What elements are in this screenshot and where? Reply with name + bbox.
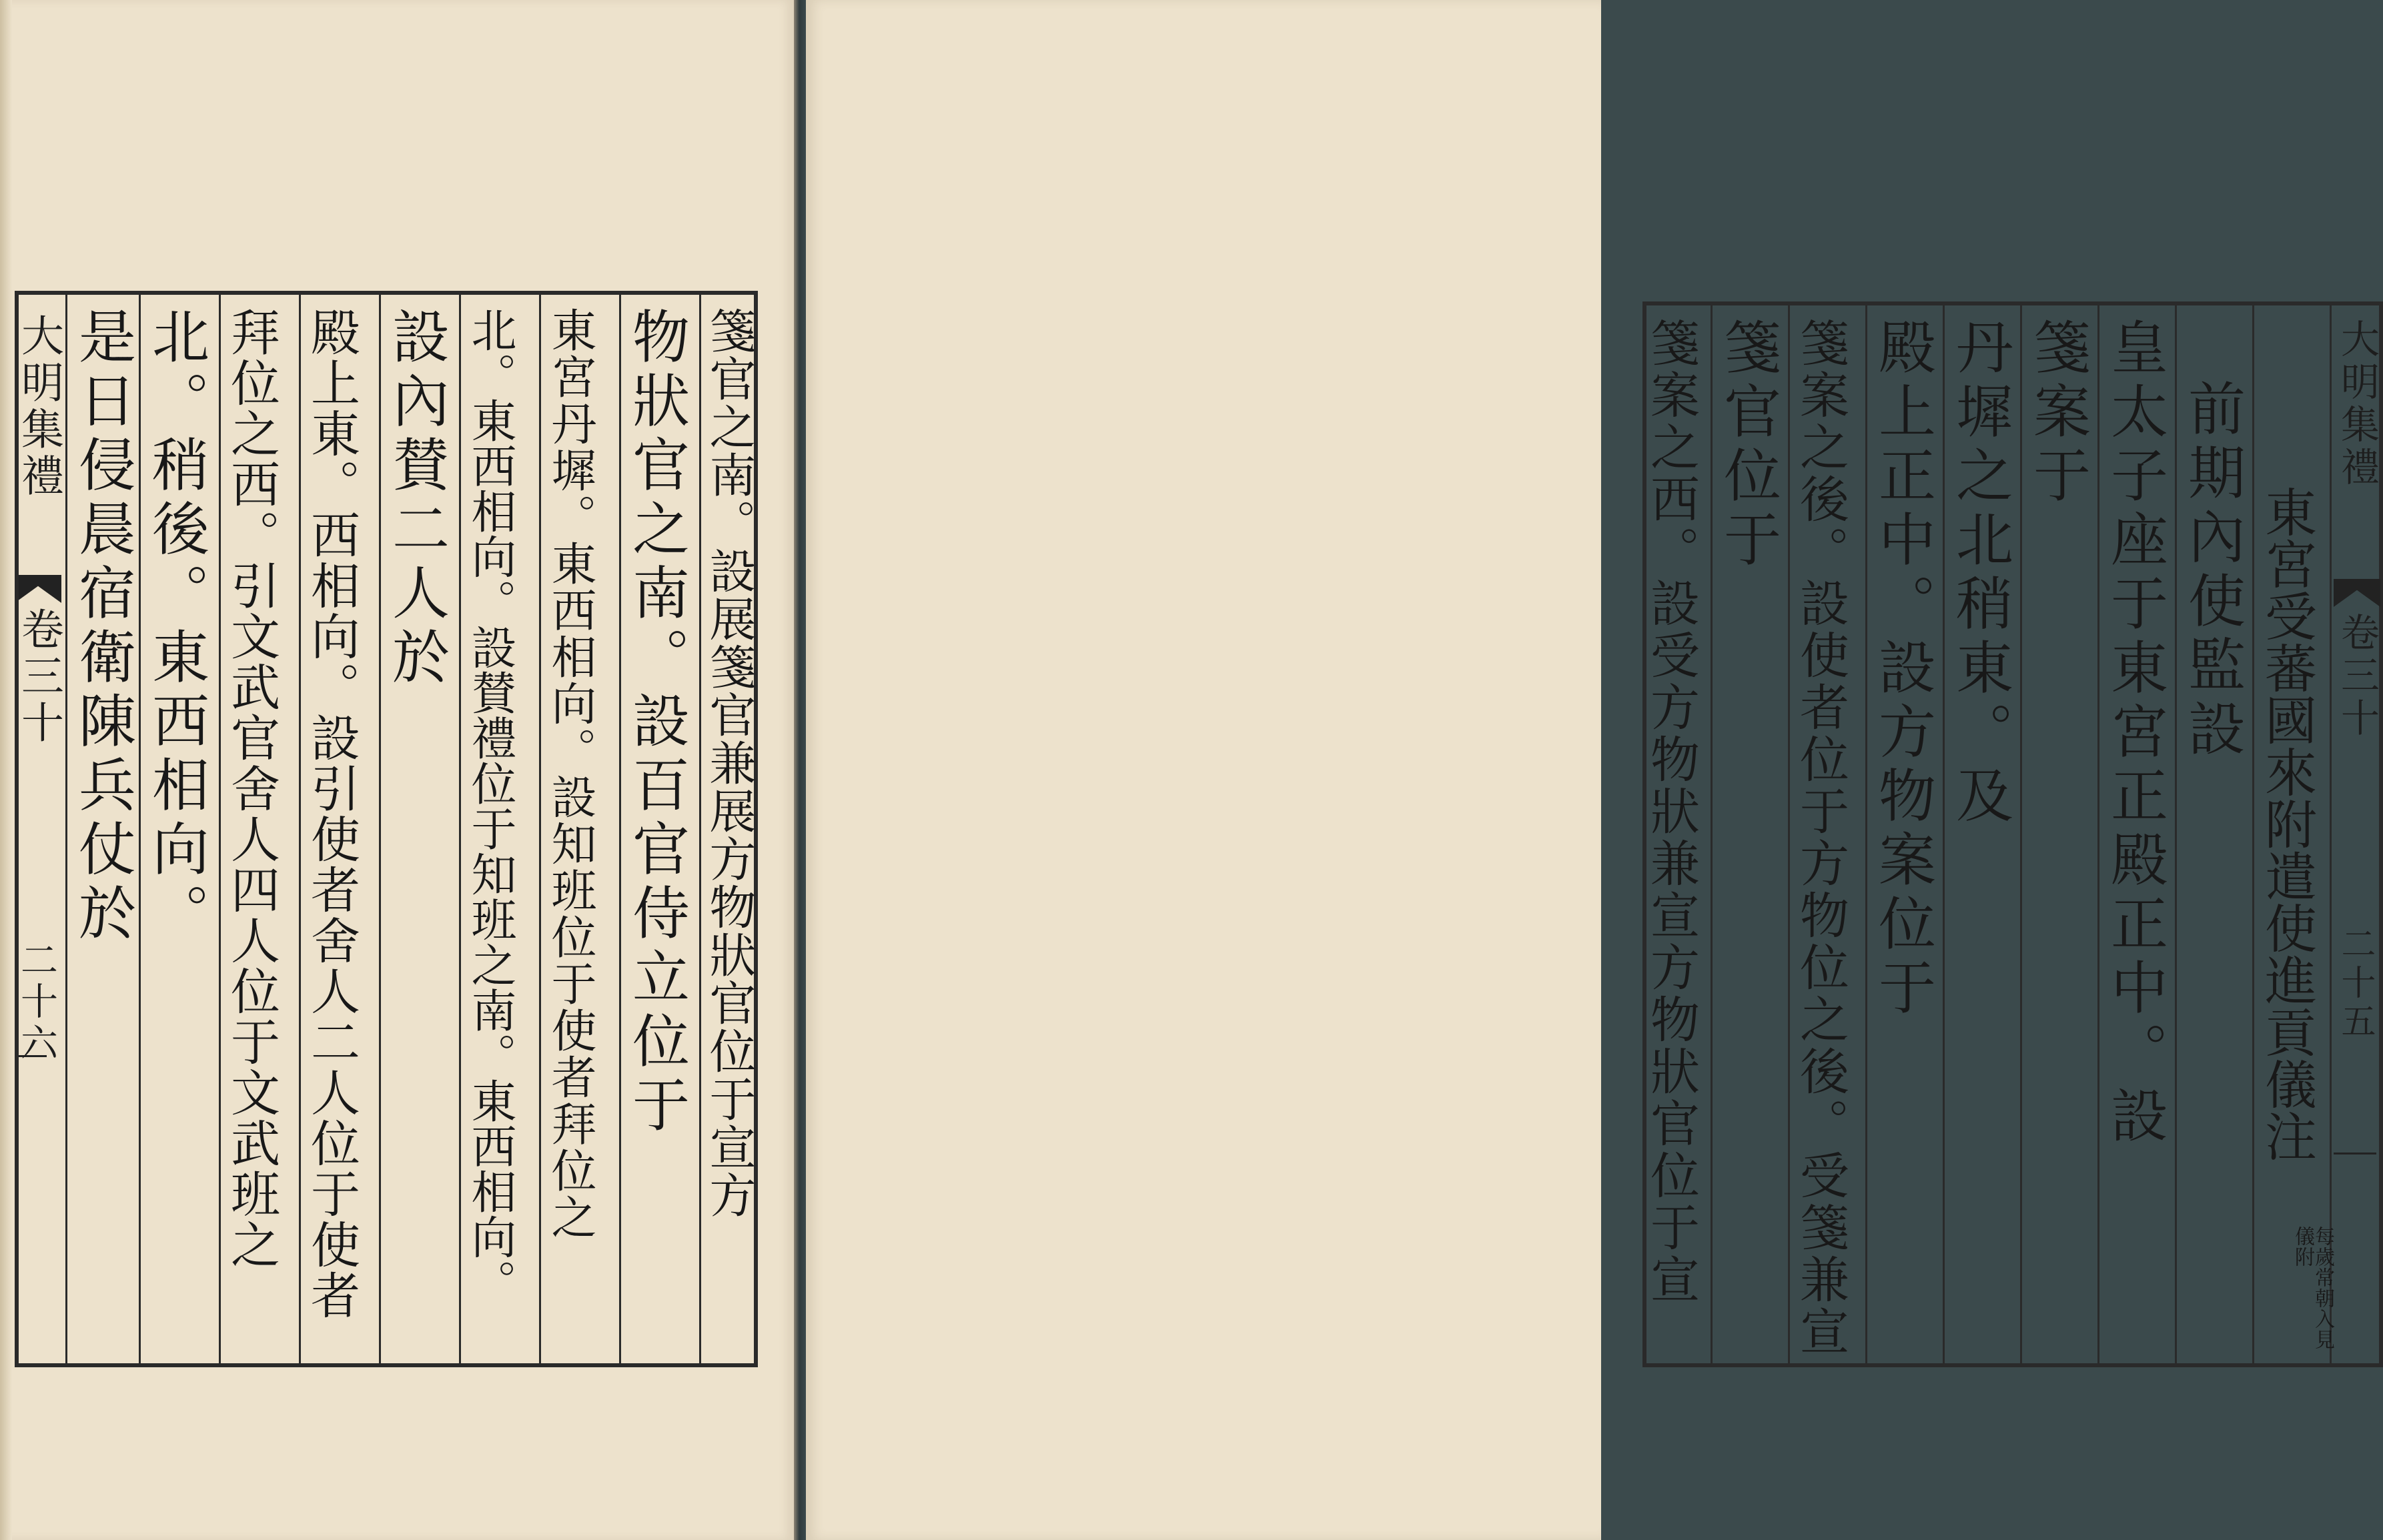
column-rule: [459, 295, 461, 1363]
text-column-5: 設內賛二人於: [382, 307, 449, 691]
left-margin-title: 大明集禮: [14, 313, 63, 500]
left-margin-folio: 二十六: [15, 940, 58, 1064]
right-margin-volume: 卷三十: [2334, 612, 2380, 740]
right-margin-title: 大明集禮: [2334, 319, 2380, 490]
text-column-2: 北。稍後。東西相向。: [142, 307, 209, 947]
text-column-9: 箋官之南。設展箋官兼展方物狀官位于宣方: [702, 307, 757, 1219]
column-rule: [619, 295, 621, 1363]
left-page: [0, 0, 795, 1540]
right-page: [806, 0, 2380, 1540]
column-rule: [379, 295, 381, 1363]
text-column-6: 北。東西相向。設賛禮位于知班之南。東西相向。: [464, 307, 516, 1305]
column-rule: [1711, 305, 1713, 1363]
column-rule: [2330, 305, 2332, 1363]
column-rule: [539, 295, 541, 1363]
column-rule: [2175, 305, 2177, 1363]
right-fish-tail-mark: [2334, 579, 2380, 607]
column-rule: [2097, 305, 2099, 1363]
text-column-4: 殿上東。西相向。設引使者舍人二人位于使者: [303, 307, 360, 1321]
text-column-2: 皇太子座于東宮正殿正中。設: [2101, 317, 2168, 1150]
right-margin-rule: [2334, 1152, 2376, 1154]
text-column-8: 箋案之西。設受方物狀兼宣方物狀官位于宣: [1642, 317, 1700, 1306]
column-rule: [299, 295, 301, 1363]
text-column-7: 東宮丹墀。東西相向。設知班位于使者拜位之: [544, 307, 596, 1241]
text-column-6: 箋案之後。設使者位于方物位之後。受箋兼宣: [1792, 317, 1849, 1358]
margin-column-rule: [65, 295, 67, 1363]
column-rule: [139, 295, 141, 1363]
text-column-3: 拜位之西。引文武官舍人四人位于文武班之: [223, 307, 280, 1270]
heading-note: 每歲常朝入見儀附: [2291, 1226, 2334, 1350]
book-gutter: [794, 0, 806, 1540]
column-rule: [1943, 305, 1945, 1363]
left-margin-volume: 卷三十: [14, 607, 63, 747]
text-column-8: 物狀官之南。設百官侍立位于: [622, 307, 689, 1139]
text-column-1: 是日侵晨宿衛陳兵仗於: [69, 307, 135, 947]
text-column-3: 箋案于: [2023, 317, 2090, 510]
text-column-7: 箋官位于: [1714, 317, 1781, 574]
text-column-5: 殿上正中。設方物案位于: [1869, 317, 1935, 1022]
column-rule: [219, 295, 221, 1363]
column-rule: [2020, 305, 2022, 1363]
column-rule: [1788, 305, 1790, 1363]
column-rule: [2252, 305, 2254, 1363]
text-column-1: 前期內使監設: [2178, 379, 2245, 763]
column-rule: [699, 295, 701, 1363]
right-text-frame: [1642, 301, 2383, 1367]
left-page-fold: [0, 0, 12, 1540]
chapter-heading: 東宮受蕃國來附遣使進貢儀注: [2256, 486, 2316, 1162]
column-rule: [1865, 305, 1867, 1363]
text-column-4: 丹墀之北稍東。及: [1946, 317, 2013, 830]
left-text-frame: [15, 291, 758, 1367]
right-margin-folio: 二十五: [2335, 926, 2375, 1042]
